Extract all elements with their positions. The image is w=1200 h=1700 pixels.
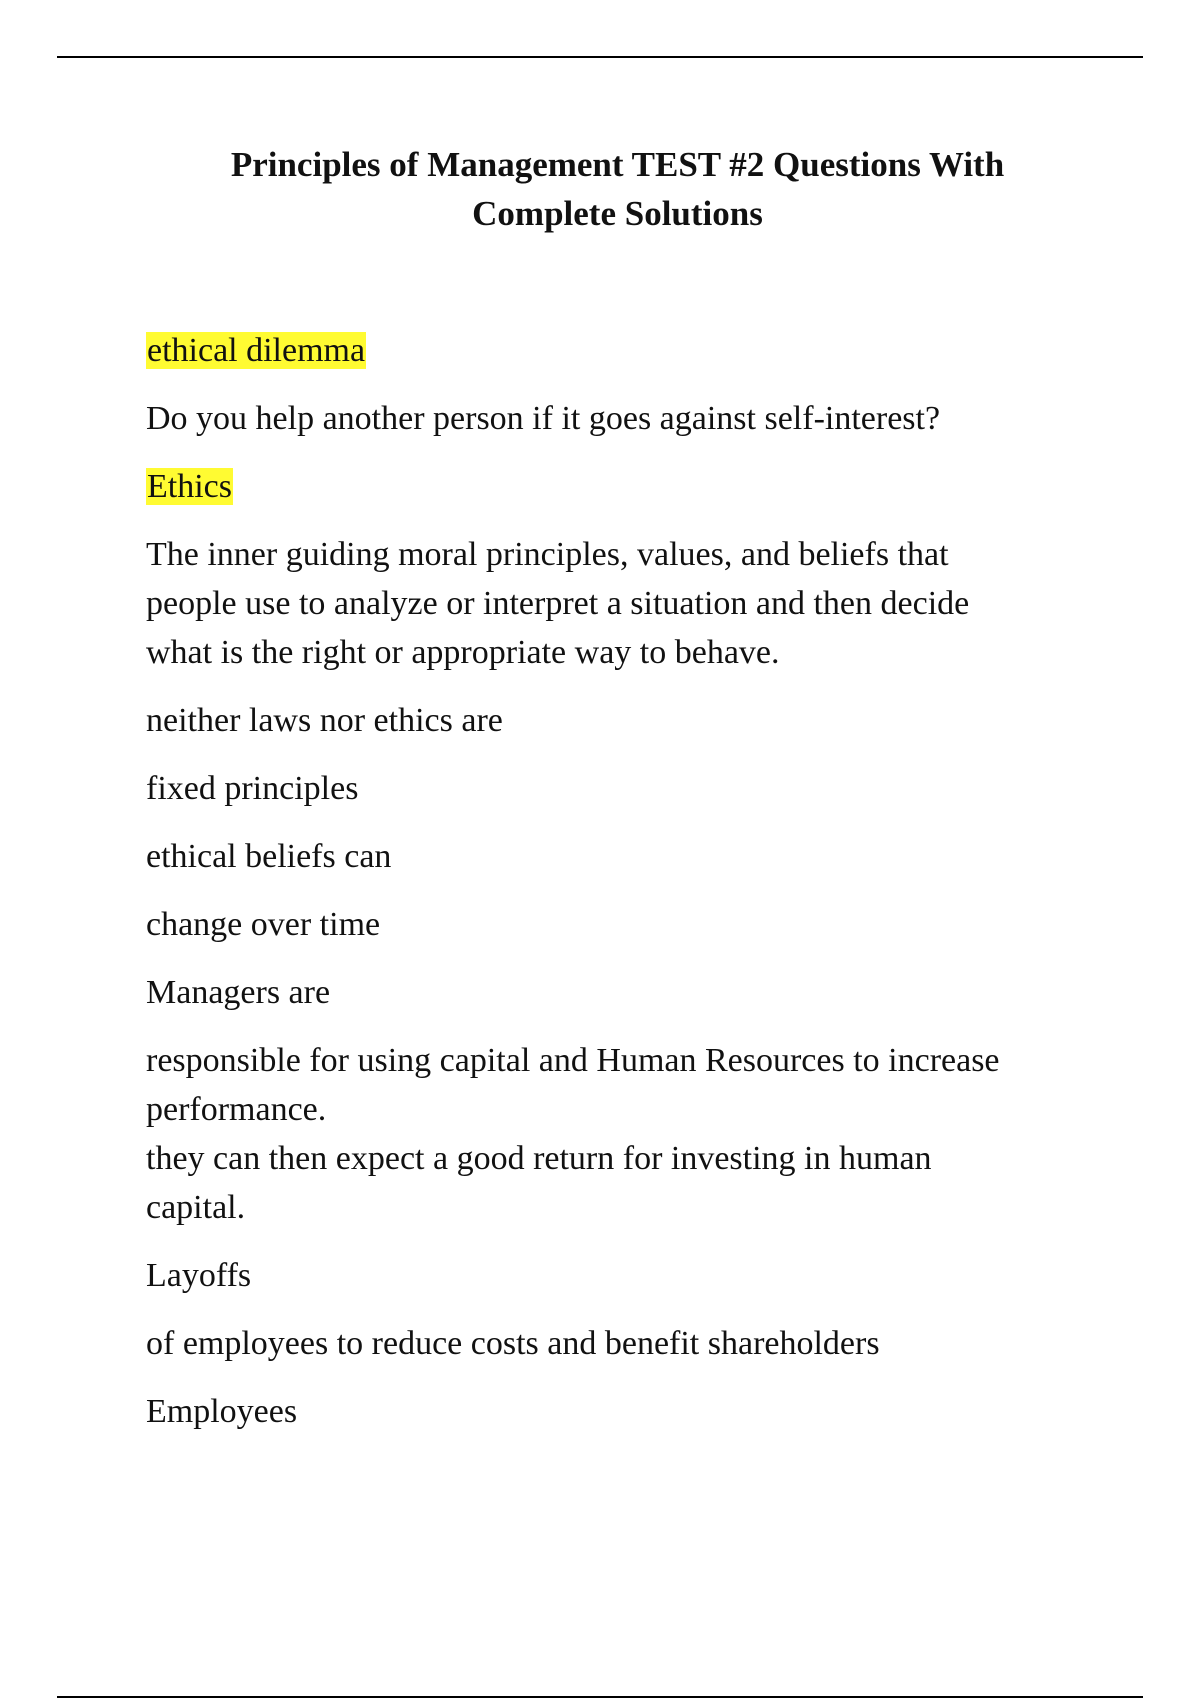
title-line-1: Principles of Management TEST #2 Questions With (230, 145, 1005, 184)
term-ethical-dilemma (146, 326, 1086, 375)
highlighted-term: Ethics (147, 468, 232, 505)
definition-ethical-dilemma: Do you help another person if it goes against self-interest? (146, 400, 941, 437)
term-managers: Managers are (146, 974, 331, 1011)
definition-layoffs: of employees to reduce costs and benefit shareholders (146, 1325, 880, 1362)
title-line-2: Complete Solutions (472, 194, 763, 233)
term-employees: Employees (146, 1393, 298, 1430)
term-ethical-beliefs: ethical beliefs can (146, 838, 392, 875)
highlighted-term: ethical dilemma (147, 332, 366, 369)
text-line: they can then expect a good return for investing in human (146, 1140, 932, 1177)
text-line: people use to analyze or interpret a situation and then decide (146, 585, 970, 622)
text-line: The inner guiding moral principles, values, and beliefs that (146, 536, 949, 573)
term-layoffs: Layoffs (146, 1257, 252, 1294)
definition-ethics (146, 530, 1086, 677)
definition-laws-ethics: fixed principles (146, 770, 359, 807)
definition-ethical-beliefs: change over time (146, 906, 381, 943)
header-rule (57, 56, 1143, 58)
text-line: responsible for using capital and Human Resources to increase (146, 1042, 1000, 1079)
term-laws-ethics: neither laws nor ethics are (146, 702, 503, 739)
footer-rule (57, 1696, 1143, 1698)
document-title (150, 140, 1085, 238)
text-line: capital. (146, 1189, 246, 1226)
text-line: what is the right or appropriate way to behave. (146, 634, 780, 671)
document-body (146, 326, 1086, 1455)
definition-managers (146, 1036, 1086, 1232)
term-ethics (146, 462, 1086, 511)
text-line: performance. (146, 1091, 327, 1128)
